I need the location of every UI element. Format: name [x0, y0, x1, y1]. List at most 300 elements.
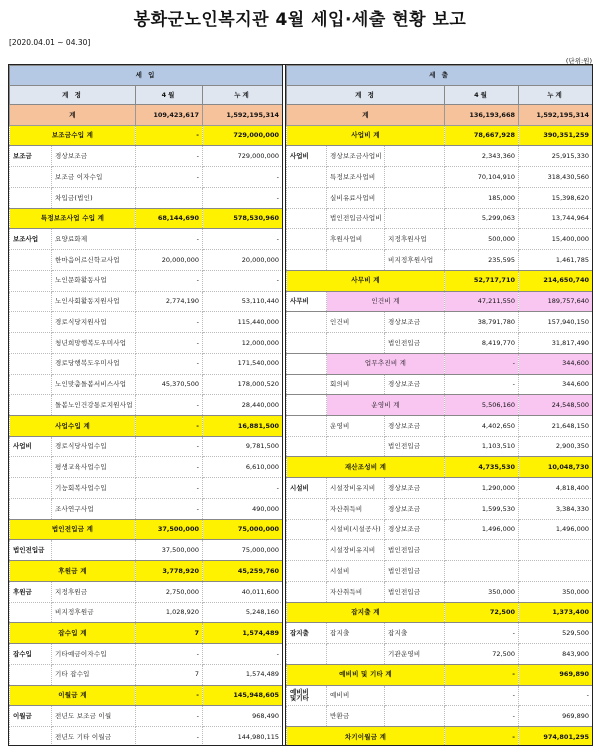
revenue-category — [10, 333, 52, 354]
revenue-month-value: - — [136, 727, 203, 746]
expenditure-cumulative-value: 21,648,150 — [519, 416, 593, 437]
expenditure-item-label — [327, 436, 385, 457]
revenue-month-value: - — [136, 685, 203, 706]
expenditure-subtotal-row — [287, 291, 593, 312]
expenditure-cumulative-value: 350,000 — [519, 581, 593, 602]
expenditure-subtotal-row — [287, 727, 593, 746]
revenue-cumulative-value: 145,948,605 — [203, 685, 283, 706]
expenditure-funding-source — [385, 706, 445, 727]
expenditure-item-label: 반환금 — [327, 706, 385, 727]
revenue-category — [10, 478, 52, 499]
revenue-item-label: 평생교육사업수입 — [52, 457, 136, 478]
revenue-month-value: - — [136, 457, 203, 478]
expenditure-category — [287, 644, 327, 665]
revenue-month-value: - — [136, 706, 203, 727]
expenditure-category: 잡지출 — [287, 623, 327, 644]
expenditure-cumulative-value: 1,496,000 — [519, 519, 593, 540]
expenditure-funding-source: 법인전입금 — [385, 561, 445, 582]
report-table-frame — [8, 64, 593, 746]
expenditure-subtotal-label: 사업비 계 — [287, 125, 445, 146]
revenue-month-value: - — [136, 167, 203, 188]
expenditure-cumulative-value — [519, 540, 593, 561]
revenue-item-label: 청년희망행복도우미사업 — [52, 333, 136, 354]
expenditure-month-value: 38,791,780 — [445, 312, 519, 333]
expenditure-title: 세 출 — [287, 66, 593, 86]
revenue-category — [10, 187, 52, 208]
revenue-cumulative-value: - — [203, 167, 283, 188]
expenditure-subtotal-label: 잡지출 계 — [287, 602, 445, 623]
expenditure-cumulative-value: 843,900 — [519, 644, 593, 665]
expenditure-cumulative-value: - — [519, 685, 593, 706]
revenue-cumulative-value: 171,540,000 — [203, 353, 283, 374]
expenditure-cumulative-value: 15,398,620 — [519, 187, 593, 208]
expenditure-funding-source: 경상보조금 — [385, 519, 445, 540]
revenue-category — [10, 498, 52, 519]
revenue-month-value: 68,144,690 — [136, 208, 203, 229]
expenditure-item-label: 특정보조사업비 — [327, 167, 385, 188]
revenue-item-label: 조사연구사업 — [52, 498, 136, 519]
revenue-month-value: 37,500,000 — [136, 519, 203, 540]
revenue-month-value: - — [136, 312, 203, 333]
expenditure-cumulative-value: 974,801,295 — [519, 727, 593, 746]
expenditure-category — [287, 498, 327, 519]
expenditure-subtotal-row — [287, 457, 593, 478]
expenditure-row — [287, 333, 593, 354]
revenue-cumulative-value: 178,000,520 — [203, 374, 283, 395]
expenditure-cumulative-value: 344,600 — [519, 374, 593, 395]
expenditure-category — [287, 581, 327, 602]
revenue-cumulative-value: - — [203, 644, 283, 665]
expenditure-month-value: 1,599,530 — [445, 498, 519, 519]
revenue-item-label: 노인사회활동지원사업 — [52, 291, 136, 312]
expenditure-funding-source: 잡지출 — [385, 623, 445, 644]
revenue-month-value: 20,000,000 — [136, 250, 203, 271]
revenue-subtotal-label: 계 — [10, 105, 136, 126]
expenditure-month-value: 350,000 — [445, 581, 519, 602]
expenditure-item-label — [327, 250, 385, 271]
expenditure-row — [287, 706, 593, 727]
expenditure-month-value: 5,299,063 — [445, 208, 519, 229]
revenue-row — [10, 250, 283, 271]
expenditure-item-label: 시설장비유지비 — [327, 478, 385, 499]
revenue-cumulative-value: - — [203, 478, 283, 499]
revenue-category: 잡수입 — [10, 644, 52, 665]
expenditure-row — [287, 436, 593, 457]
expenditure-funding-source: 법인전입금 — [385, 581, 445, 602]
expenditure-row — [287, 187, 593, 208]
expenditure-cumulative-value: 15,400,000 — [519, 229, 593, 250]
expenditure-item-label: 자산취득비 — [327, 498, 385, 519]
expenditure-subtotal-row — [287, 664, 593, 685]
expenditure-subtotal-label: 사무비 계 — [287, 270, 445, 291]
revenue-month-value: - — [136, 125, 203, 146]
expenditure-category: 예비비 및기타 — [287, 685, 327, 706]
revenue-cumulative-value: 40,011,600 — [203, 581, 283, 602]
expenditure-category — [287, 416, 327, 437]
expenditure-item-label: 실비유료사업비 — [327, 187, 385, 208]
expenditure-row — [287, 229, 593, 250]
expenditure-month-value: - — [445, 706, 519, 727]
revenue-subtotal-row — [10, 623, 283, 644]
revenue-category — [10, 664, 52, 685]
expenditure-item-label: 예비비 — [327, 685, 385, 706]
revenue-title-row — [10, 66, 283, 86]
revenue-subtotal-label: 후원금 계 — [10, 561, 136, 582]
expenditure-month-value: - — [445, 623, 519, 644]
revenue-subtotal-row — [10, 685, 283, 706]
expenditure-cumulative-value: 31,817,490 — [519, 333, 593, 354]
expenditure-cumulative-value: 1,592,195,314 — [519, 105, 593, 126]
expenditure-month-value: 235,595 — [445, 250, 519, 271]
expenditure-category — [287, 229, 327, 250]
expenditure-funding-source: 경상보조금 — [385, 478, 445, 499]
revenue-category — [10, 312, 52, 333]
revenue-month-value: 7 — [136, 623, 203, 644]
expenditure-cumulative-value: 4,818,400 — [519, 478, 593, 499]
expenditure-item-label: 경상보조금사업비 — [327, 146, 385, 167]
revenue-category — [10, 353, 52, 374]
revenue-cumulative-value: 1,574,489 — [203, 623, 283, 644]
revenue-row — [10, 167, 283, 188]
expenditure-category — [287, 519, 327, 540]
expenditure-cumulative-value: 13,744,964 — [519, 208, 593, 229]
expenditure-month-value: 2,343,360 — [445, 146, 519, 167]
expenditure-category — [287, 250, 327, 271]
expenditure-cumulative-value: 24,548,500 — [519, 395, 593, 416]
expenditure-category: 사업비 — [287, 146, 327, 167]
expenditure-funding-source: 경상보조금 — [385, 498, 445, 519]
revenue-item-label: 경로식당지원사업 — [52, 312, 136, 333]
report-period: [2020.04.01 ~ 04.30] — [9, 38, 91, 47]
expenditure-category: 사무비 — [287, 291, 327, 312]
expenditure-table — [286, 65, 593, 746]
revenue-item-label: 노인문화활동사업 — [52, 270, 136, 291]
revenue-item-label: 지정후원금 — [52, 581, 136, 602]
revenue-cumulative-value: - — [203, 270, 283, 291]
revenue-subtotal-label: 보조금수입 계 — [10, 125, 136, 146]
revenue-item-label: 전년도 기타 이월금 — [52, 727, 136, 746]
expenditure-month-value: 136,193,668 — [445, 105, 519, 126]
revenue-category: 보조금 — [10, 146, 52, 167]
expenditure-row — [287, 208, 593, 229]
expenditure-row — [287, 416, 593, 437]
revenue-category: 이월금 — [10, 706, 52, 727]
revenue-item-label: 보조금 이자수입 — [52, 167, 136, 188]
expenditure-item-label: 시설장비유지비 — [327, 540, 385, 561]
revenue-row — [10, 270, 283, 291]
expenditure-title-row — [287, 66, 593, 86]
expenditure-category — [287, 333, 327, 354]
revenue-category: 보조사업 — [10, 229, 52, 250]
revenue-month-value: - — [136, 353, 203, 374]
revenue-row — [10, 664, 283, 685]
revenue-cumulative-value: 75,000,000 — [203, 519, 283, 540]
expenditure-subtotal-label: 재산조성비 계 — [287, 457, 445, 478]
revenue-cumulative-value: 729,000,000 — [203, 146, 283, 167]
revenue-row — [10, 581, 283, 602]
revenue-item-label: 기타 잡수입 — [52, 664, 136, 685]
expenditure-month-value: 52,717,710 — [445, 270, 519, 291]
revenue-cumulative-value: 115,440,000 — [203, 312, 283, 333]
expenditure-category — [287, 395, 327, 416]
expenditure-row — [287, 312, 593, 333]
revenue-month-value: 2,774,190 — [136, 291, 203, 312]
revenue-cumulative-value: 144,980,115 — [203, 727, 283, 746]
expenditure-cumulative-value: 25,915,330 — [519, 146, 593, 167]
revenue-row — [10, 187, 283, 208]
revenue-cumulative-value: 53,110,440 — [203, 291, 283, 312]
revenue-row — [10, 291, 283, 312]
revenue-category — [10, 727, 52, 746]
expenditure-month-value — [445, 540, 519, 561]
expenditure-cumulative-value: 390,351,259 — [519, 125, 593, 146]
revenue-month-value: 2,750,000 — [136, 581, 203, 602]
revenue-title: 세 입 — [10, 66, 283, 86]
column-cumulative: 누계 — [519, 86, 593, 105]
revenue-table — [9, 65, 283, 746]
revenue-month-value: - — [136, 644, 203, 665]
expenditure-month-value: 4,402,650 — [445, 416, 519, 437]
revenue-item-label — [52, 540, 136, 561]
revenue-category — [10, 457, 52, 478]
expenditure-subtotal-label: 차기이월금 계 — [287, 727, 445, 746]
expenditure-funding-source: 기관운영비 — [385, 644, 445, 665]
revenue-item-label: 기능회복사업수입 — [52, 478, 136, 499]
revenue-category — [10, 602, 52, 623]
expenditure-category — [287, 540, 327, 561]
revenue-subtotal-row — [10, 416, 283, 437]
revenue-row — [10, 374, 283, 395]
revenue-item-label: 전년도 보조금 이월 — [52, 706, 136, 727]
expenditure-row — [287, 644, 593, 665]
revenue-subtotal-label: 이월금 계 — [10, 685, 136, 706]
expenditure-category — [287, 436, 327, 457]
revenue-cumulative-value: 729,000,000 — [203, 125, 283, 146]
expenditure-row — [287, 685, 593, 706]
revenue-month-value: 45,370,500 — [136, 374, 203, 395]
expenditure-cumulative-value — [519, 561, 593, 582]
expenditure-item-label: 잡지출 — [327, 623, 385, 644]
expenditure-subtotal-label: 계 — [287, 105, 445, 126]
expenditure-month-value: 500,000 — [445, 229, 519, 250]
revenue-month-value: - — [136, 229, 203, 250]
expenditure-row — [287, 250, 593, 271]
expenditure-subtotal-row — [287, 105, 593, 126]
revenue-month-value — [136, 187, 203, 208]
expenditure-item-label: 회의비 — [327, 374, 385, 395]
revenue-category — [10, 395, 52, 416]
revenue-category: 법인전입금 — [10, 540, 52, 561]
revenue-item-label: 비지정후원금 — [52, 602, 136, 623]
revenue-month-value: 7 — [136, 664, 203, 685]
revenue-cumulative-value: 6,610,000 — [203, 457, 283, 478]
revenue-category: 후원금 — [10, 581, 52, 602]
revenue-item-label: 차입금(법인) — [52, 187, 136, 208]
expenditure-month-value: 72,500 — [445, 644, 519, 665]
expenditure-cumulative-value: 344,600 — [519, 353, 593, 374]
expenditure-item-label: 시설비(시설공사) — [327, 519, 385, 540]
revenue-month-value: - — [136, 270, 203, 291]
revenue-row — [10, 353, 283, 374]
revenue-row — [10, 229, 283, 250]
revenue-month-value: - — [136, 436, 203, 457]
revenue-cumulative-value: 45,259,760 — [203, 561, 283, 582]
revenue-category — [10, 374, 52, 395]
expenditure-month-value — [445, 561, 519, 582]
expenditure-cumulative-value: 10,048,730 — [519, 457, 593, 478]
expenditure-cumulative-value: 318,430,560 — [519, 167, 593, 188]
revenue-subtotal-row — [10, 561, 283, 582]
expenditure-month-value: 47,211,550 — [445, 291, 519, 312]
expenditure-month-value: - — [445, 374, 519, 395]
expenditure-row — [287, 498, 593, 519]
expenditure-funding-source — [385, 187, 445, 208]
revenue-column-header — [10, 86, 283, 105]
expenditure-category — [287, 167, 327, 188]
revenue-row — [10, 478, 283, 499]
revenue-item-label: 한마음어르신학교사업 — [52, 250, 136, 271]
expenditure-funding-source: 지정후원사업 — [385, 229, 445, 250]
revenue-category: 사업비 — [10, 436, 52, 457]
revenue-cumulative-value: - — [203, 187, 283, 208]
expenditure-item-label — [327, 644, 385, 665]
expenditure-subtotal-row — [287, 602, 593, 623]
expenditure-funding-source — [385, 208, 445, 229]
expenditure-cumulative-value: 969,890 — [519, 706, 593, 727]
revenue-row — [10, 395, 283, 416]
expenditure-row — [287, 623, 593, 644]
revenue-cumulative-value: 490,000 — [203, 498, 283, 519]
expenditure-row — [287, 561, 593, 582]
revenue-row — [10, 602, 283, 623]
expenditure-subtotal-label: 업무추진비 계 — [327, 353, 445, 374]
revenue-month-value: - — [136, 395, 203, 416]
revenue-row — [10, 436, 283, 457]
revenue-subtotal-row — [10, 105, 283, 126]
expenditure-funding-source — [385, 685, 445, 706]
expenditure-cumulative-value: 969,890 — [519, 664, 593, 685]
revenue-row — [10, 727, 283, 746]
revenue-month-value: - — [136, 478, 203, 499]
revenue-category — [10, 270, 52, 291]
revenue-row — [10, 706, 283, 727]
expenditure-item-label: 후원사업비 — [327, 229, 385, 250]
expenditure-month-value: 4,735,530 — [445, 457, 519, 478]
expenditure-month-value: 78,667,928 — [445, 125, 519, 146]
unit-label: (단위:원) — [565, 57, 592, 65]
revenue-subtotal-label: 법인전입금 계 — [10, 519, 136, 540]
expenditure-cumulative-value: 529,500 — [519, 623, 593, 644]
expenditure-cumulative-value: 3,384,330 — [519, 498, 593, 519]
expenditure-row — [287, 478, 593, 499]
expenditure-month-value: 72,500 — [445, 602, 519, 623]
expenditure-funding-source: 법인전입금 — [385, 333, 445, 354]
expenditure-category — [287, 561, 327, 582]
expenditure-item-label: 인건비 — [327, 312, 385, 333]
expenditure-month-value: 70,104,910 — [445, 167, 519, 188]
revenue-month-value: 37,500,000 — [136, 540, 203, 561]
expenditure-cumulative-value: 189,757,640 — [519, 291, 593, 312]
revenue-month-value: 3,778,920 — [136, 561, 203, 582]
revenue-cumulative-value: 9,781,500 — [203, 436, 283, 457]
expenditure-month-value: 1,103,510 — [445, 436, 519, 457]
expenditure-category — [287, 374, 327, 395]
expenditure-funding-source: 경상보조금 — [385, 374, 445, 395]
revenue-cumulative-value: 20,000,000 — [203, 250, 283, 271]
revenue-month-value: 1,028,920 — [136, 602, 203, 623]
expenditure-funding-source: 경상보조금 — [385, 416, 445, 437]
revenue-cumulative-value: 16,881,500 — [203, 416, 283, 437]
expenditure-subtotal-row — [287, 395, 593, 416]
expenditure-row — [287, 581, 593, 602]
revenue-item-label: 경로당행복도우미사업 — [52, 353, 136, 374]
expenditure-subtotal-row — [287, 270, 593, 291]
revenue-cumulative-value: 1,574,489 — [203, 664, 283, 685]
expenditure-category — [287, 353, 327, 374]
revenue-subtotal-row — [10, 519, 283, 540]
expenditure-item-label — [327, 333, 385, 354]
revenue-category — [10, 167, 52, 188]
revenue-row — [10, 457, 283, 478]
revenue-subtotal-label: 잡수입 계 — [10, 623, 136, 644]
expenditure-month-value: 5,506,160 — [445, 395, 519, 416]
expenditure-item-label: 자산취득비 — [327, 581, 385, 602]
expenditure-category — [287, 706, 327, 727]
expenditure-cumulative-value: 214,650,740 — [519, 270, 593, 291]
expenditure-cumulative-value: 1,373,400 — [519, 602, 593, 623]
expenditure-month-value: 1,290,000 — [445, 478, 519, 499]
expenditure-month-value: - — [445, 664, 519, 685]
revenue-cumulative-value: 578,530,960 — [203, 208, 283, 229]
revenue-row — [10, 644, 283, 665]
revenue-subtotal-label: 사업수입 계 — [10, 416, 136, 437]
revenue-subtotal-row — [10, 208, 283, 229]
expenditure-cumulative-value: 2,900,350 — [519, 436, 593, 457]
expenditure-cumulative-value: 157,940,150 — [519, 312, 593, 333]
expenditure-category — [287, 187, 327, 208]
expenditure-cumulative-value: 1,461,785 — [519, 250, 593, 271]
revenue-category — [10, 250, 52, 271]
revenue-row — [10, 540, 283, 561]
revenue-item-label: 노인맞춤돌봄서비스사업 — [52, 374, 136, 395]
revenue-cumulative-value: 968,490 — [203, 706, 283, 727]
expenditure-month-value: 185,000 — [445, 187, 519, 208]
report-title: 봉화군노인복지관 4월 세입·세출 현황 보고 — [133, 10, 467, 30]
revenue-cumulative-value: 12,000,000 — [203, 333, 283, 354]
expenditure-subtotal-label: 운영비 계 — [327, 395, 445, 416]
revenue-month-value: - — [136, 416, 203, 437]
expenditure-funding-source: 법인전입금 — [385, 436, 445, 457]
expenditure-subtotal-label: 인건비 계 — [327, 291, 445, 312]
expenditure-funding-source: 법인전입금 — [385, 540, 445, 561]
column-account: 계 정 — [287, 86, 445, 105]
expenditure-item-label: 운영비 — [327, 416, 385, 437]
expenditure-month-value: - — [445, 353, 519, 374]
revenue-subtotal-label: 특정보조사업 수입 계 — [10, 208, 136, 229]
revenue-cumulative-value: 75,000,000 — [203, 540, 283, 561]
column-month: 4월 — [136, 86, 203, 105]
revenue-cumulative-value: 5,248,160 — [203, 602, 283, 623]
revenue-row — [10, 498, 283, 519]
expenditure-row — [287, 540, 593, 561]
column-month: 4월 — [445, 86, 519, 105]
expenditure-row — [287, 146, 593, 167]
expenditure-category — [287, 312, 327, 333]
revenue-item-label: 경로식당사업수입 — [52, 436, 136, 457]
expenditure-row — [287, 167, 593, 188]
expenditure-item-label: 법인전입금사업비 — [327, 208, 385, 229]
revenue-month-value: - — [136, 146, 203, 167]
